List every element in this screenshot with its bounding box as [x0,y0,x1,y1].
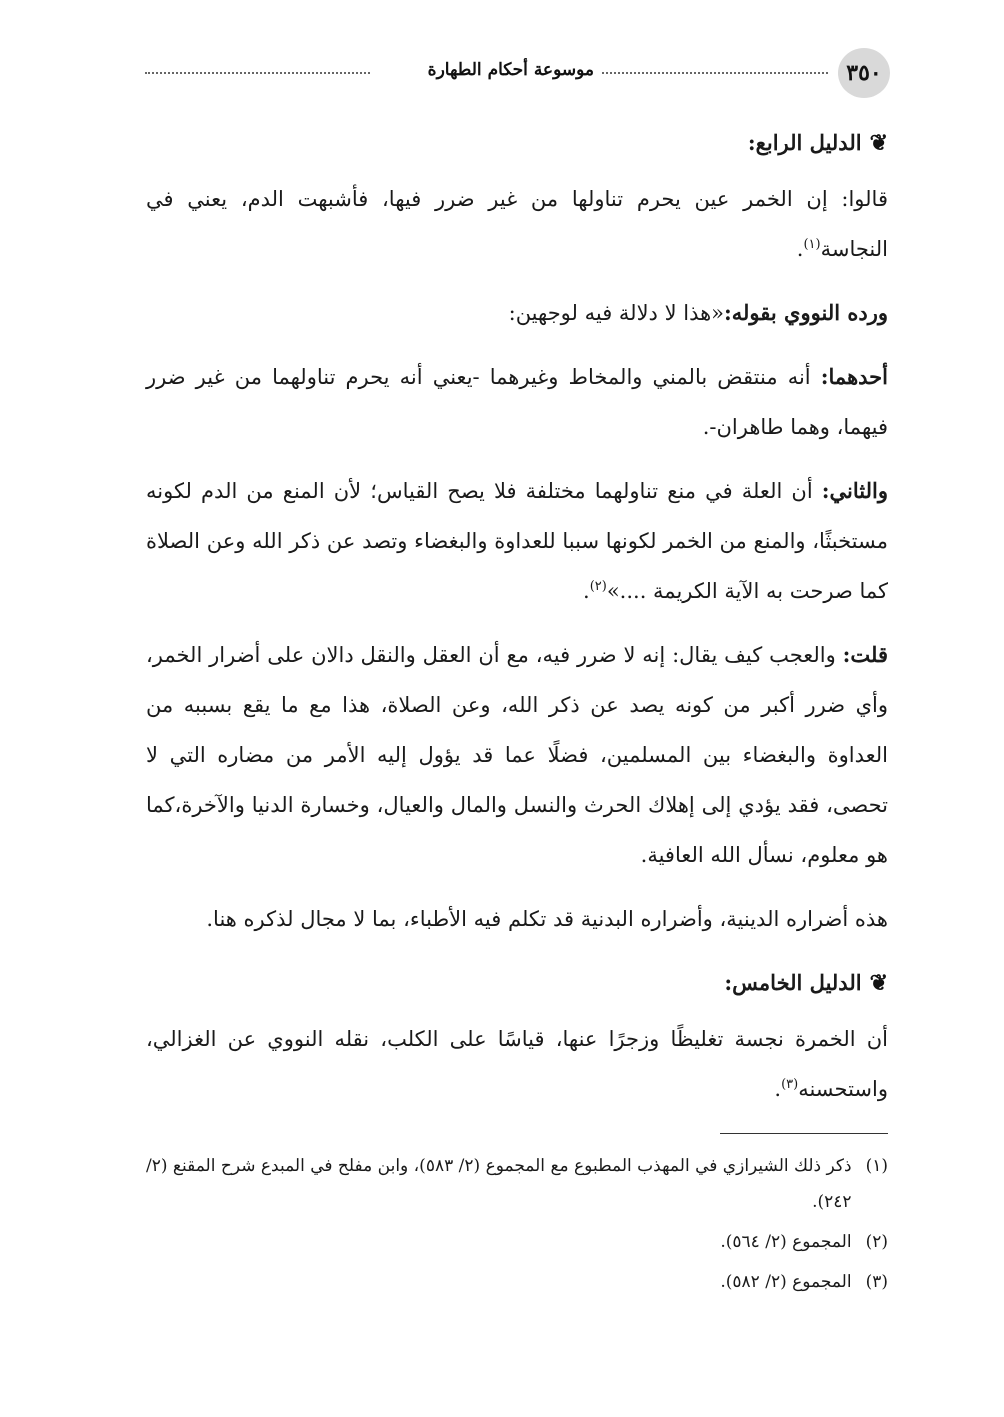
footnote-number: (٣) [865,1272,888,1292]
paragraph-text: هذه أضراره الدينية، وأضراره البدنية قد تكلم فيه الأطباء، بما لا مجال لذكره هنا. [206,907,888,931]
footnote-item [146,1264,888,1300]
footnote-number: (٢) [865,1232,888,1252]
paragraph-text: أن الخمرة نجسة تغليظًا وزجرًا عنها، قياسًا على الكلب، نقله النووي عن الغزالي، واستحسنه [146,1027,888,1101]
footnote-item [146,1224,888,1260]
footnote-text: المجموع (٢/ ٥٨٢). [720,1272,852,1292]
paragraph-text: أنه منتقض بالمني والمخاط وغيرهما -يعني أنه يحرم تناولهما من غير ضرر فيهما، وهما طاهران-. [146,365,888,439]
section-heading [146,118,888,168]
running-title: موسوعة أحكام الطهارة [427,60,594,80]
section-ornament-icon: ❦ [869,130,888,156]
footnote-text: ذكر ذلك الشيرازي في المهذب المطبوع مع المجموع (٢/ ٥٨٣)، وابن مفلح في المبدع شرح المقنع (٢/ ٢٤٢). [146,1156,852,1212]
paragraph [146,352,888,452]
header-dotted-rule [145,72,370,74]
paragraph [146,174,888,274]
page-number: ٣٥٠ [838,48,890,98]
punctuation: . [583,579,590,603]
heading-text: الدليل الرابع: [747,130,862,155]
footnote-ref[interactable]: (١) [803,237,821,252]
paragraph [146,1014,888,1114]
section-ornament-icon: ❦ [869,970,888,996]
footnote-item [146,1148,888,1220]
paragraph-lead: ورده النووي بقوله: [724,300,888,325]
paragraph [146,466,888,616]
page-header [145,48,890,98]
footnote-separator [720,1133,888,1134]
paragraph-text: «هذا لا دلالة فيه لوجهين: [508,301,725,325]
footnote-number: (١) [865,1156,888,1176]
paragraph-text: أن العلة في منع تناولهما مختلفة فلا يصح القياس؛ لأن المنع من الدم لكونه مستخبثًا، والمنع من الخمر لكونها سببا للعداوة والبغضاء وتصد عن ذكر الله وعن الصلاة كما صرحت به الآية الكريمة ....» [146,479,888,603]
paragraph [146,630,888,880]
paragraph-text: والعجب كيف يقال: إنه لا ضرر فيه، مع أن العقل والنقل دالان على أضرار الخمر، وأي ضرر أكبر من كونه يصد عن ذكر الله، وعن الصلاة، هذا مع ما يقع بسببه من العداوة والبغضاء بين المسلمين، فضلًا عما قد يؤول إليه الأمر من مضاره التي لا تحصى، فقد يؤدي إلى إهلاك الحرث والنسل والمال والعيال، وخسارة الدنيا والآخرة،كما هو معلوم، نسأل الله العافية. [146,643,888,867]
footnote-ref[interactable]: (٣) [781,1077,799,1092]
header-dotted-rule [602,72,828,74]
punctuation: . [774,1077,782,1101]
paragraph [146,288,888,338]
section-heading [146,958,888,1008]
paragraph-lead: أحدهما: [820,364,888,389]
footnotes [146,1148,888,1304]
punctuation: . [796,237,804,261]
paragraph-lead: والثاني: [821,478,888,503]
paragraph-lead: قلت: [842,642,888,667]
footnote-text: المجموع (٢/ ٥٦٤). [720,1232,852,1252]
paragraph [146,894,888,944]
paragraph-text: قالوا: إن الخمر عين يحرم تناولها من غير ضرر فيها، فأشبهت الدم، يعني في النجاسة [146,187,888,261]
main-text [146,118,888,1128]
heading-text: الدليل الخامس: [724,970,862,995]
footnote-ref[interactable]: (٢) [589,579,607,594]
